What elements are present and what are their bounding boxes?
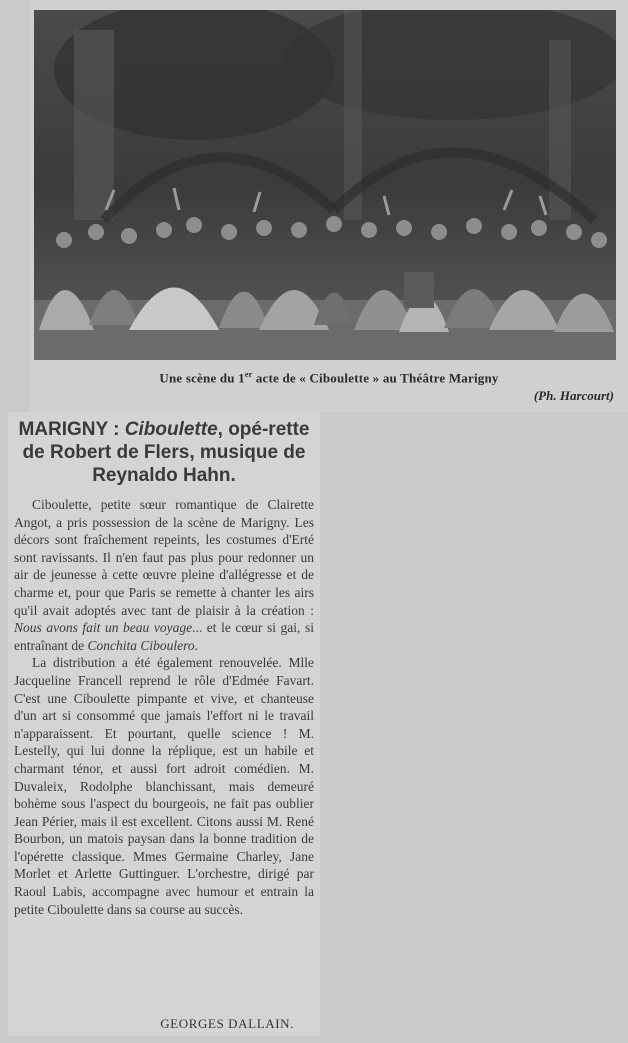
caption-suffix: acte de « Ciboulette » au Théâtre Marigny (252, 370, 499, 386)
p1-text-b: ... et le cœur si gai, si entraînant de (14, 620, 314, 653)
paragraph-1 (14, 496, 314, 654)
headline-title: Ciboulette (124, 419, 218, 440)
stage-photo (34, 10, 616, 360)
p1-text-a: Ciboulette, petite sœur romantique de Clairette Angot, a pris possession de la scène de Marigny. Les décors sont fraîchement repeints, les costumes d'Erté sont ravissants. Il n'en faut pas plus pour redonner un air de jeunesse à cette œuvre pleine d'allégresse et de charme et, pour que Paris se remette à chanter les airs qu'il avait adoptés avec tant de plaisir à la création : (14, 497, 314, 618)
p1-song-title-2: Conchita Ciboulero (87, 637, 195, 653)
headline-part1: MARIGNY : (18, 419, 125, 440)
article-headline (14, 418, 314, 487)
p1-song-title-1: Nous avons fait un beau voyage (14, 620, 193, 636)
photo-block (30, 0, 628, 412)
p1-text-c: . (194, 637, 198, 653)
caption-superscript: er (244, 370, 253, 379)
article-column (8, 412, 320, 1036)
photo-credit: (Ph. Harcourt) (533, 388, 614, 403)
article-body (14, 496, 314, 918)
stage-scene-illustration (34, 10, 616, 360)
author-signature: GEORGES DALLAIN. (160, 1016, 294, 1031)
paragraph-2: La distribution a été également renouvelée. Mlle Jacqueline Francell reprend le rôle d'Edmée Favart. C'est une Ciboulette pimpante et vive, et chanteuse d'un art si consommé que jamais l'effort ni le travail n'apparaissent. Et pourtant, quelle science ! M. Lestelly, qui lui donne la réplique, est un habile et charmant ténor, et aussi fort adroit comédien. M. Duvaleix, Rodolphe blanchissant, mais demeuré bohème sous l'aspect du bourgeois, ne fait pas oublier Jean Périer, mais il est excellent. Citons aussi M. René Bourbon, un matois paysan dans la bonne tradition de l'opérette classique. Mmes Germaine Charley, Jane Morlet et Arlette Guttinguer. L'orchestre, dirigé par Raoul Labis, accompagne avec humour et entrain la petite Ciboulette dans sa course au succès. (14, 655, 314, 917)
headline-part2: , opé-rette de Robert de Flers, musique de Reynaldo Hahn. (22, 419, 310, 486)
photo-caption (30, 370, 628, 386)
caption-prefix: Une scène du 1 (159, 370, 245, 386)
